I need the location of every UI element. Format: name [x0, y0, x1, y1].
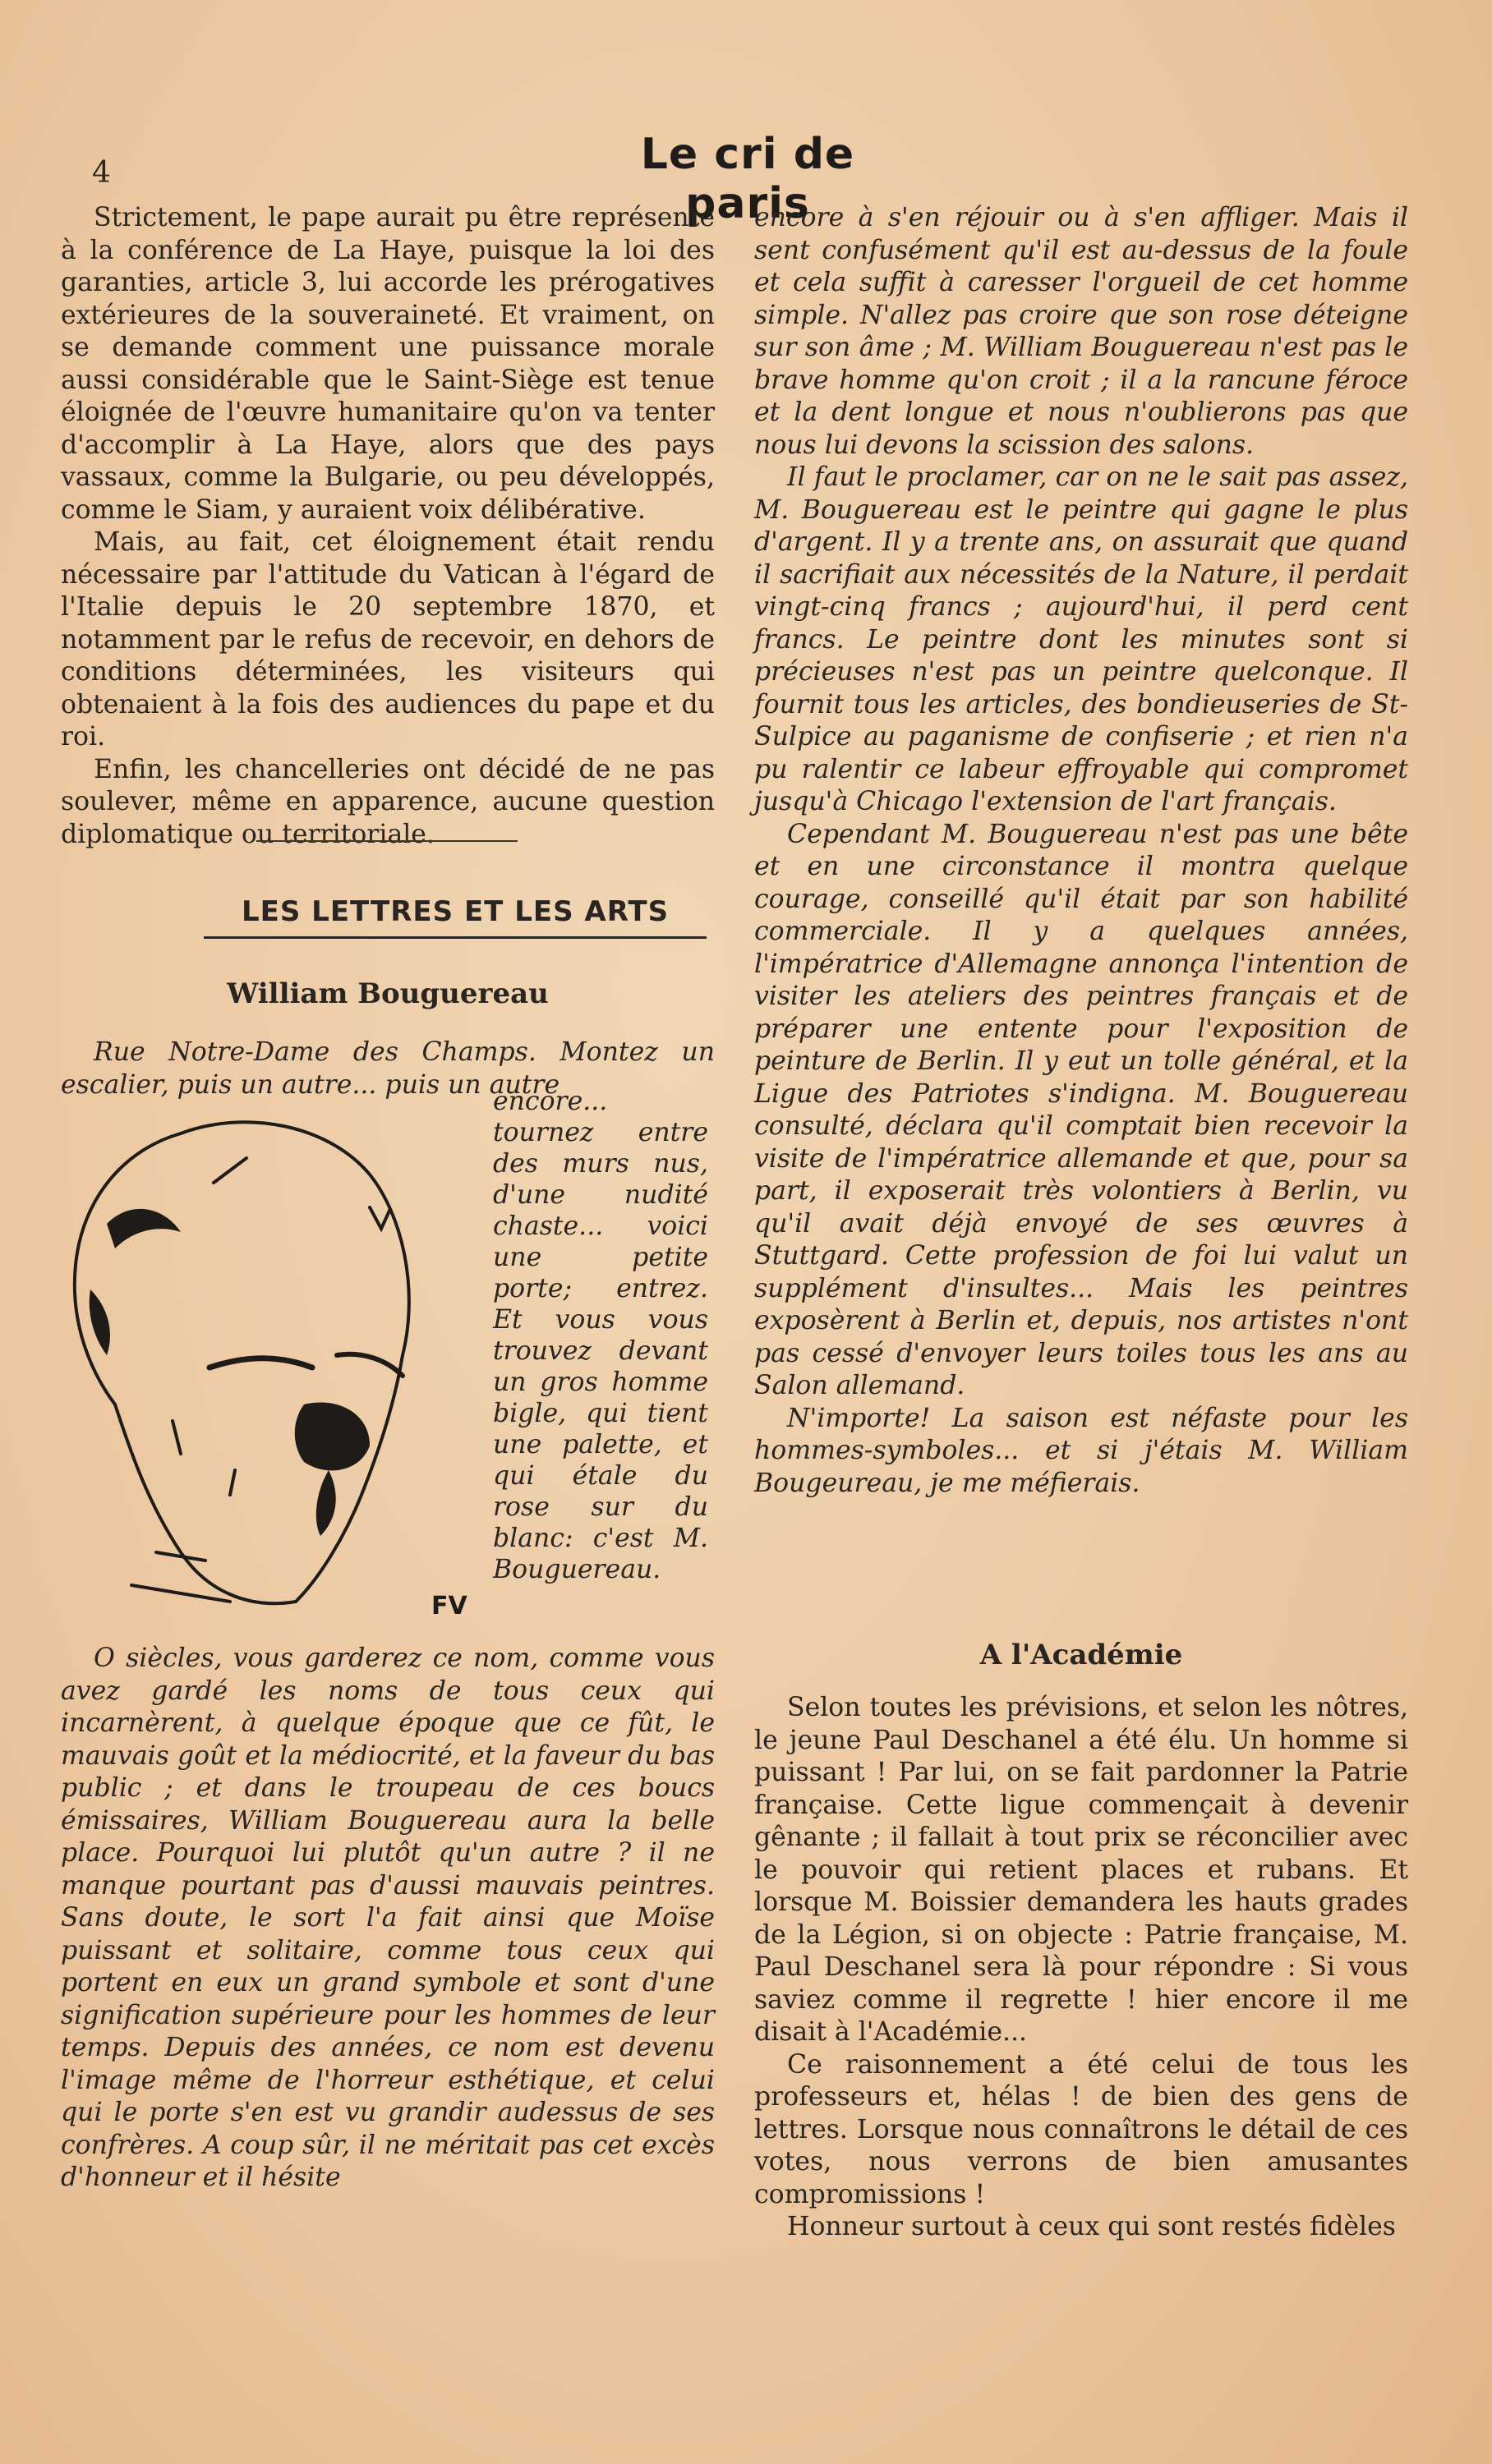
left-column-upper [61, 202, 715, 851]
paragraph-raisonnement: Ce raisonnement a été celui de tous les professeurs et, hélas ! de bien des gens de lettres. Lorsque nous connaîtrons le détail de ces votes, nous verrons de bien amusantes compromissions ! [754, 2049, 1408, 2209]
article-intro-text: Rue Notre-Dame des Champs. Montez un escalier, puis un autre... puis un autre [61, 1037, 715, 1100]
article-lower-left [61, 1643, 715, 2195]
article-wrap-text [493, 1086, 708, 1585]
paragraph-continuation: encore à s'en réjouir ou à s'en affliger. Mais il sent confusément qu'il est au-dessus de la foule et cela suffit à caresser l'orgueil de cet homme simple. N'allez pas croire que son rose déteigne sur son âme ; M. William Bouguereau n'est pas le brave homme qu'on croit ; il a la rancune féroce et la dent longue et nous n'oublierons pas que nous lui devons la scission des salons. [754, 203, 1408, 460]
masthead-title: Le cri de paris [640, 130, 855, 228]
paragraph-berlin: Cependant M. Bouguereau n'est pas une bête et en une circonstance il montra quelque courage, conseillé qu'il était par son habilité commerciale. Il y a quelques années, l'impératrice d'Allemagne annonça l'intention de visiter les ateliers des peintres français et de préparer une entente pour l'exposition de peinture de Berlin. Il y eut un tolle général, et la Ligue des Patriotes s'indigna. M. Bouguereau consulté, déclara qu'il comptait bien recevoir la visite de l'impératrice allemande et que, pour sa part, il exposerait très volontiers à Berlin, vu qu'il avait déjà envoyé de ses œuvres à Stuttgard. Cette profession de foi lui valut un supplément d'insultes... Mais les peintres exposèrent à Berlin et, depuis, nos artistes n'ont pas cessé d'envoyer leurs toiles tous les ans au Salon allemand. [754, 819, 1408, 1400]
article-title-academie: A l'Académie [979, 1639, 1183, 1671]
paragraph-deschanel: Selon toutes les prévisions, et selon les nôtres, le jeune Paul Deschanel a été élu. Un homme si puissant ! Par lui, on se fait pardonner la Patrie française. Cette ligue commençait à devenir gênante ; il fallait à tout prix se réconcilier avec le pouvoir qui retient places et rubans. Et lorsque M. Boissier demandera les hauts grades de la Légion, si on objecte : Patrie française, M. Paul Deschanel sera là pour répondre : Si vous saviez comme il regrette ! hier encore il me disait à l'Académie... [754, 1693, 1408, 2047]
article-wrap-paragraph: encore... tournez entre des murs nus, d'une nudité chaste... voici une petite porte; entrez. Et vous vous trouvez devant un gros homme bigle, qui tient une palette, et qui étale du rose sur du blanc: c'est M. Bouguereau. [493, 1087, 708, 1584]
paragraph-hague: Strictement, le pape aurait pu être représenté à la conférence de La Haye, puisque la loi des garanties, article 3, lui accorde les prérogatives extérieures de la souveraineté. Et vraiment, on se demande comment une puissance morale aussi considérable que le Saint-Siège est tenue éloignée de l'œuvre humanitaire qu'on va tenter d'accomplir à La Haye, alors que des pays vassaux, comme la Bulgarie, ou peu développés, comme le Siam, y auraient voix délibérative. [61, 203, 715, 525]
section-heading: LES LETTRES ET LES ARTS [204, 895, 707, 939]
paragraph-siecles: O siècles, vous garderez ce nom, comme vous avez gardé les noms de tous ceux qui incarnèrent, à quelque époque que ce fût, le mauvais goût et la médiocrité, et la faveur du bas public ; et dans le troupeau de ces boucs émissaires, William Bouguereau aura la belle place. Pourquoi lui plutôt qu'un autre ? il ne manque pourtant pas d'aussi mauvais peintres. Sans doute, le sort l'a fait ainsi que Moïse puissant et solitaire, comme tous ceux qui portent en eux un grand symbole et sont d'une signification supérieure pour les hommes de leur temps. Depuis des années, ce nom est devenu l'image même de l'horreur esthétique, et celui qui le porte s'en est vu grandir audessus de ses confrères. A coup sûr, il ne méritait pas cet excès d'honneur et il hésite [61, 1643, 715, 2192]
bouguereau-portrait-sketch [58, 1109, 485, 1634]
paragraph-chancelleries: Enfin, les chancelleries ont décidé de ne pas soulever, même en apparence, aucune question diplomatique ou territoriale. [61, 754, 715, 849]
section-divider [256, 840, 518, 842]
paragraph-honneur: Honneur surtout à ceux qui sont restés fidèles [787, 2212, 1396, 2241]
paragraph-nimporte: N'importe! La saison est néfaste pour les hommes-symboles... et si j'étais M. William Bougeureau, je me méfierais. [754, 1403, 1408, 1498]
right-column [754, 202, 1408, 1500]
article-academie-body [754, 1692, 1408, 2244]
article-title-bouguereau: William Bouguereau [227, 977, 549, 1010]
paragraph-vatican: Mais, au fait, cet éloignement était rendu nécessaire par l'attitude du Vatican à l'égard de l'Italie depuis le 20 septembre 1870, et notamment par le refus de recevoir, en dehors de conditions déterminées, les visiteurs qui obtenaient à la fois des audiences du pape et du roi. [61, 527, 715, 752]
sketch-monogram: FV [431, 1592, 467, 1620]
paragraph-argent: Il faut le proclamer, car on ne le sait pas assez, M. Bouguereau est le peintre qui gagne le plus d'argent. Il y a trente ans, on assurait que quand il sacrifiait aux nécessités de la Nature, il perdait vingt-cinq francs ; aujourd'hui, il perd cent francs. Le peintre dont les minutes sont si précieuses n'est pas un peintre quelconque. Il fournit tous les articles, des bondieuseries de St-Sulpice au paganisme de confiserie ; et rien n'a pu ralentir ce labeur effroyable qui compromet jusqu'à Chicago l'extension de l'art français. [754, 462, 1408, 816]
page-number: 4 [92, 156, 111, 190]
